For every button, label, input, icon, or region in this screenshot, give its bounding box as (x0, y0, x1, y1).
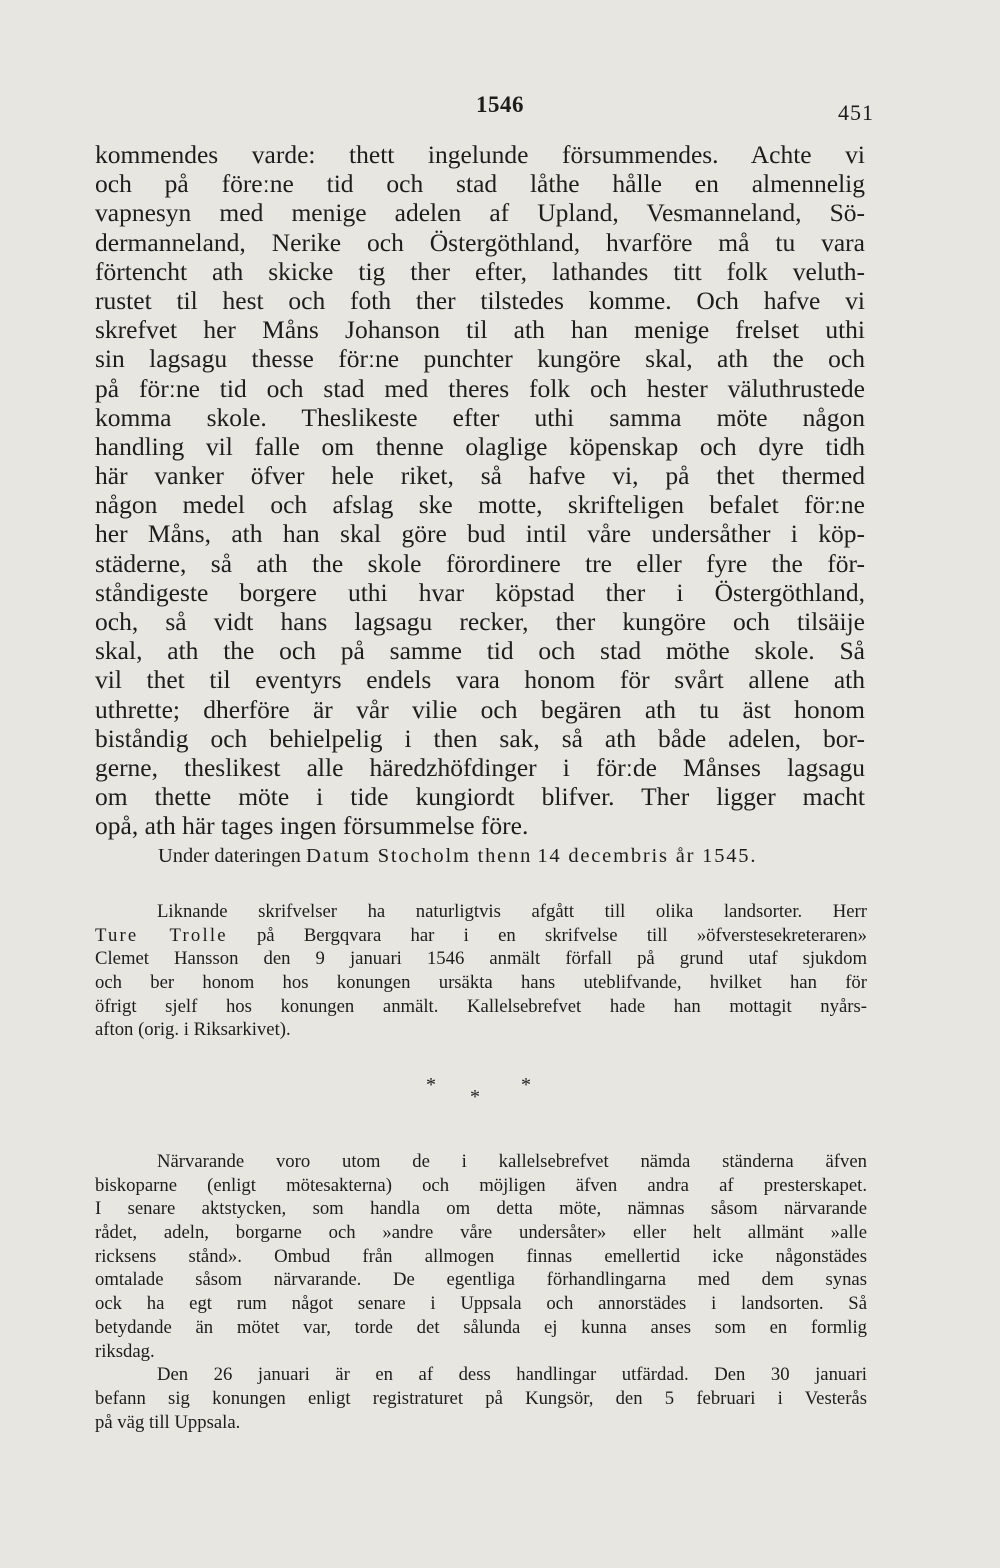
letter-line: skal, ath the och på samme tid och stad möthe skole. Så (95, 636, 865, 666)
note-line: Liknande skrifvelser ha naturligtvis afgått till olika landsorter. Herr (157, 901, 867, 922)
note-line: Närvarande voro utom de i kallelsebrefvet nämda ständerna äfven (157, 1151, 867, 1172)
note-line: Clemet Hansson den 9 januari 1546 anmält förfall på grund utaf sjukdom (95, 948, 867, 970)
note-line: riksdag. (95, 1340, 155, 1362)
letter-line: här vanker öfver hele riket, så hafve vi, på thet thermed (95, 461, 865, 491)
letter-line: her Måns, ath han skal göre bud intil våre undersåther i köp- (95, 519, 865, 549)
letter-line: ståndigeste borgere uthi hvar köpstad ther i Östergöthland, (95, 577, 865, 607)
letter-line: sin lagsagu thesse förːne punchter kungöre skal, ath the och (95, 344, 865, 374)
page-number: 451 (838, 100, 874, 125)
note-line: biskoparne (enligt mötesakterna) och möjligen äfven andra af presterskapet. (95, 1174, 867, 1196)
letter-line: dermanneland, Nerike och Östergöthland, hvarföre må tu vara (95, 227, 865, 257)
letter-line: rustet til hest och foth ther tilstedes komme. Och hafve vi (95, 285, 865, 315)
note-line: ricksens stånd». Ombud från allmogen finnas emellertid icke någonstädes (95, 1245, 867, 1267)
asterism-star: * (470, 1086, 480, 1108)
note-line: ock ha egt rum något senare i Uppsala och annorstädes i landsorten. Så (95, 1293, 867, 1315)
note-line: rådet, adeln, borgarne och »andre våre undersåter» eller helt allmänt »alle (95, 1222, 867, 1244)
note-line: öfrigt sjelf hos konungen anmält. Kallelsebrefvet hade han mottagit nyårs- (95, 995, 867, 1017)
letter-line: vapnesyn med menige adelen af Upland, Vesmanneland, Sö- (95, 198, 865, 228)
note-line: omtalade såsom närvarande. De egentliga förhandlingarna med dem synas (95, 1269, 867, 1291)
letter-body (95, 140, 865, 841)
editorial-note-1 (95, 900, 867, 1042)
note-line: afton (orig. i Riksarkivet). (95, 1019, 291, 1041)
letter-line: städerne, så ath the skole förordinere tre eller fyre the för- (95, 548, 865, 578)
letter-line: och på föreːne tid och stad låthe hålle en almennelig (95, 169, 865, 199)
note-line: på väg till Uppsala. (95, 1411, 241, 1433)
letter-line: skrefvet her Måns Johanson til ath han menige frelset uthi (95, 315, 865, 345)
letter-line: kommendes varde: thett ingelunde försummendes. Achte vi (95, 140, 865, 169)
letter-line: och, så vidt hans lagsagu recker, ther kungöre och tilsäije (95, 607, 865, 636)
dating-place: Datum Stocholm thenn (306, 845, 533, 867)
person-name: Ture Trolle (95, 924, 228, 946)
note-line: I senare aktstycken, som handla om detta möte, nämnas såsom närvarande (95, 1198, 867, 1220)
letter-line: gerne, theslikest alle häredzhöfdinger i förːde Månses lagsagu (95, 752, 865, 782)
letter-line: vil thet til eventyrs endels vara honom för svårt allene ath (95, 665, 865, 695)
dating-line (158, 845, 757, 868)
letter-line: någon medel och afslag ske motte, skrifteligen befalet förːne (95, 490, 865, 520)
running-head-year: 1546 (476, 92, 524, 117)
note-line: Den 26 januari är en af dess handlingar utfärdad. Den 30 januari (157, 1364, 867, 1386)
asterism-star: * (521, 1074, 531, 1096)
letter-line: uthrette; dherföre är vår vilie och begären ath tu äst honom (95, 694, 865, 724)
note-line: befann sig konungen enligt registraturet på Kungsör, den 5 februari i Vesterås (95, 1387, 867, 1409)
editorial-note-2 (95, 1150, 867, 1434)
asterism-star: * (426, 1074, 436, 1096)
dating-prefix: Under dateringen (158, 845, 301, 867)
note-line: betydande än mötet var, torde det sålunda ej kunna anses som en formlig (95, 1316, 867, 1338)
letter-line: förtencht ath skicke tig ther efter, lathandes titt folk veluth- (95, 256, 865, 286)
note-line-rest: på Bergqvara har i en skrifvelse till »öfverstesekreteraren» (256, 924, 867, 946)
letter-line: på förːne tid och stad med theres folk och hester väluthrustede (95, 373, 865, 403)
letter-line: biståndig och behielpelig i then sak, så ath både adelen, bor- (95, 723, 865, 753)
letter-line: handling vil falle om thenne olaglige köpenskap och dyre tidh (95, 431, 865, 461)
dating-date: 14 decembris år 1545. (537, 845, 758, 867)
letter-line: om thette möte i tide kungiordt blifver. Ther ligger macht (95, 782, 865, 812)
note-line (95, 924, 867, 948)
letter-line: komma skole. Theslikeste efter uthi samma möte någon (95, 402, 865, 432)
letter-line: opå, ath här tages ingen försummelse före. (95, 811, 529, 841)
note-line: och ber honom hos konungen ursäkta hans uteblifvande, hvilket han för (95, 972, 867, 994)
